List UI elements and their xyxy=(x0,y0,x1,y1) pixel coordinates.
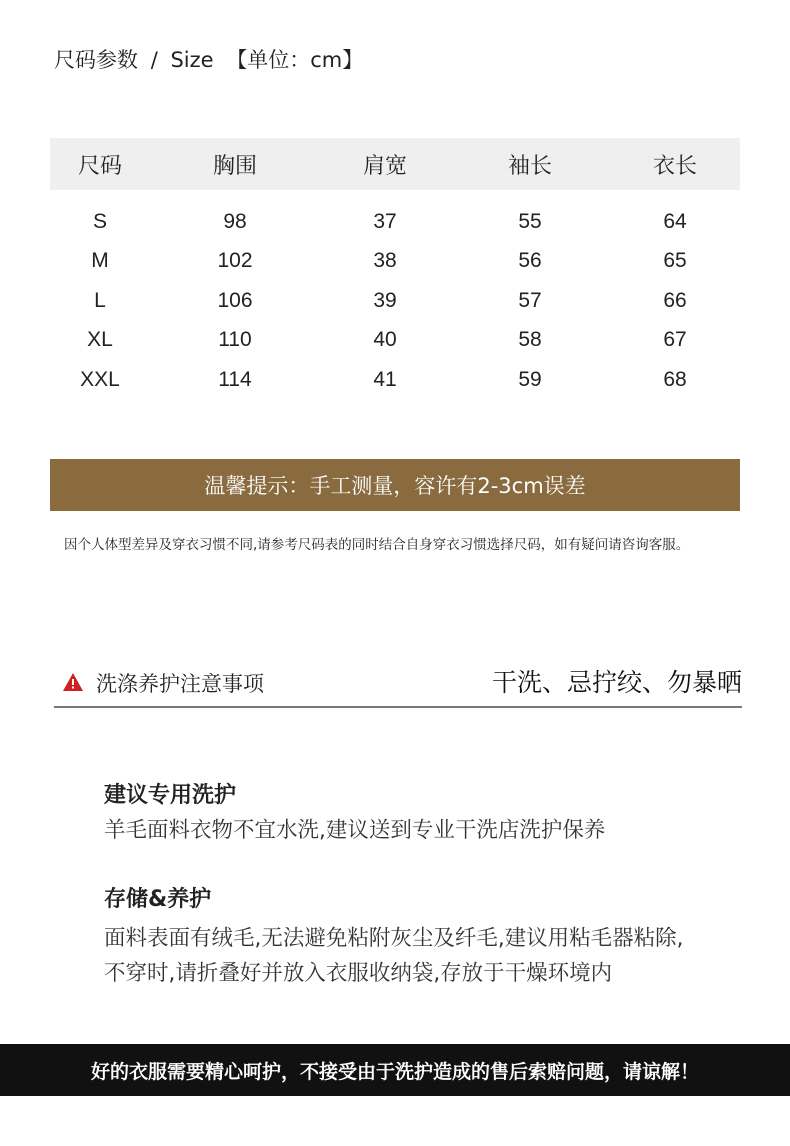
text-line: 面料表面有绒毛,无法避免粘附灰尘及纤毛,建议用粘毛器粘除, xyxy=(104,926,684,951)
table-cell: 37 xyxy=(373,209,397,233)
column-header-size: 尺码 xyxy=(77,153,122,179)
warning-icon xyxy=(62,672,84,692)
table-cell: 41 xyxy=(373,367,397,391)
table-cell: S xyxy=(92,209,107,233)
measurement-tip-banner: 温馨提示：手工测量，容许有2-3cm误差 xyxy=(50,459,740,511)
table-cell: 65 xyxy=(663,249,687,273)
text-line: 羊毛面料衣物不宜水洗,建议送到专业干洗店洗护保养 xyxy=(104,818,606,843)
title-chinese: 尺码参数 xyxy=(54,48,138,72)
table-cell: L xyxy=(94,288,106,312)
table-row xyxy=(50,360,740,400)
text-line: 不穿时,请折叠好并放入衣服收纳袋,存放于干燥环境内 xyxy=(104,961,613,986)
footer-notice: 好的衣服需要精心呵护，不接受由于洗护造成的售后索赔问题，请谅解！ xyxy=(0,1044,790,1096)
title-separator: / xyxy=(150,48,158,72)
table-row xyxy=(50,281,740,321)
table-cell: 64 xyxy=(663,209,687,233)
table-cell: 106 xyxy=(217,288,253,312)
table-row xyxy=(50,242,740,282)
table-body xyxy=(50,190,740,400)
table-header-row xyxy=(50,138,740,190)
column-header-shoulder: 肩宽 xyxy=(362,153,407,179)
table-cell: 114 xyxy=(218,367,252,391)
care-slogan: 干洗、忌拧绞、勿暴晒 xyxy=(491,668,742,697)
size-table xyxy=(50,138,740,400)
table-cell: 58 xyxy=(518,328,542,352)
table-cell: 56 xyxy=(518,249,542,273)
table-row xyxy=(50,321,740,361)
column-header-chest: 胸围 xyxy=(212,153,257,179)
title-english: Size xyxy=(170,48,214,72)
table-cell: M xyxy=(91,249,109,273)
care-header xyxy=(54,660,742,708)
table-cell: 110 xyxy=(218,328,252,352)
section-text-storage xyxy=(104,921,684,991)
table-cell: 59 xyxy=(518,367,542,391)
column-header-sleeve: 袖长 xyxy=(507,153,552,179)
table-cell: 38 xyxy=(373,249,397,273)
table-cell: 67 xyxy=(663,328,687,352)
table-cell: 39 xyxy=(373,288,397,312)
table-cell: 40 xyxy=(373,328,397,352)
column-header-length: 衣长 xyxy=(652,153,697,179)
table-cell: XL xyxy=(87,328,113,352)
table-cell: 68 xyxy=(663,367,687,391)
care-title: 洗涤养护注意事项 xyxy=(96,672,264,696)
table-cell: XXL xyxy=(80,367,120,391)
section-title-storage: 存储&养护 xyxy=(104,887,212,912)
page-title xyxy=(54,44,369,74)
section-text-washing xyxy=(104,813,605,848)
table-cell: 98 xyxy=(223,209,247,233)
table-cell: 57 xyxy=(518,288,542,312)
title-unit: 【单位：cm】 xyxy=(226,48,364,72)
table-row xyxy=(50,202,740,242)
table-cell: 102 xyxy=(217,249,253,273)
size-advice-note: 因个人体型差异及穿衣习惯不同,请参考尺码表的同时结合自身穿衣习惯选择尺码，如有疑问请咨询客服。 xyxy=(64,537,690,553)
table-cell: 55 xyxy=(518,209,542,233)
table-cell: 66 xyxy=(663,288,687,312)
section-title-washing: 建议专用洗护 xyxy=(104,783,237,808)
